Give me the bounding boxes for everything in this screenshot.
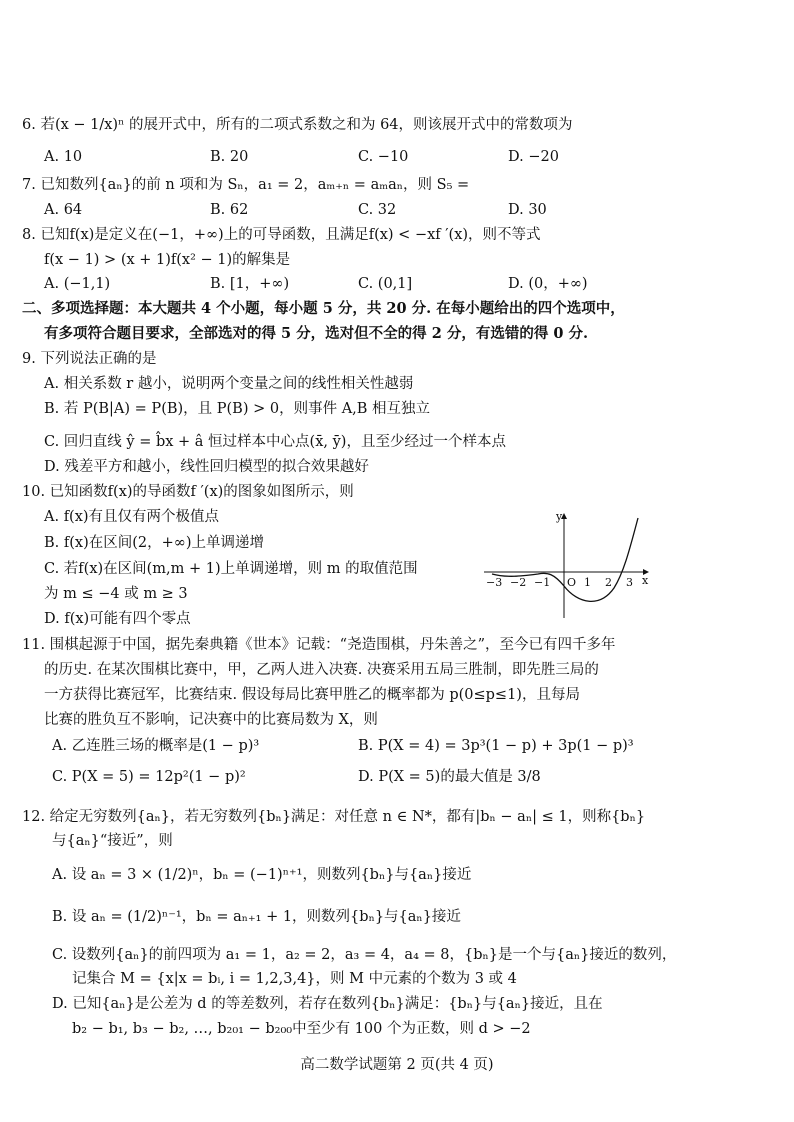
q6-option-c: C. −10 [358,149,409,165]
q8-option-b: B. [1，+∞) [210,276,290,292]
q6-option-d: D. −20 [508,149,559,165]
q12-stem-line2: 与{aₙ}“接近”，则 [52,833,173,849]
tick-label-3: 3 [626,576,633,589]
tick-label-1: 1 [584,576,591,589]
q12-option-a: A. 设 aₙ = 3 × (1/2)ⁿ，bₙ = (−1)ⁿ⁺¹，则数列{bₙ}与{aₙ}接近 [52,867,472,883]
q9-stem: 9. 下列说法正确的是 [22,351,157,367]
q8-stem-line1: 8. 已知f(x)是定义在(−1，+∞)上的可导函数，且满足f(x) < −xf ′(x)，则不等式 [22,227,541,243]
q6-option-a: A. 10 [44,149,83,165]
q10-option-b: B. f(x)在区间(2，+∞)上单调递增 [44,535,264,551]
q9-option-d: D. 残差平方和越小，线性回归模型的拟合效果越好 [44,459,369,475]
q7-option-c: C. 32 [358,202,397,218]
q10-option-d: D. f(x)可能有四个零点 [44,611,191,627]
q7-stem: 7. 已知数列{aₙ}的前 n 项和为 Sₙ，a₁ = 2，aₘ₊ₙ = aₘaₙ，则 S₅ = [22,177,470,193]
q7-option-a: A. 64 [44,202,83,218]
q12-option-d-cont: b₂ − b₁, b₃ − b₂, …, b₂₀₁ − b₂₀₀中至少有 100 个为正数，则 d > −2 [72,1021,531,1037]
q8-option-c: C. (0,1] [358,276,413,292]
q10-option-a: A. f(x)有且仅有两个极值点 [44,509,220,525]
q6-stem: 6. 若(x − 1/x)ⁿ 的展开式中，所有的二项式系数之和为 64，则该展开式中的常数项为 [22,117,573,133]
q10-option-c-cont: 为 m ≤ −4 或 m ≥ 3 [44,586,188,602]
q10-stem: 10. 已知函数f(x)的导函数f ′(x)的图象如图所示，则 [22,484,354,500]
derivative-graph [482,508,652,620]
section2-heading-line1: 二、多项选择题：本大题共 4 个小题，每小题 5 分，共 20 分. 在每小题给出的四个选项中， [22,300,625,317]
q11-stem-line4: 比赛的胜负互不影响，记决赛中的比赛局数为 X，则 [44,712,378,728]
q11-option-c: C. P(X = 5) = 12p²(1 − p)² [52,769,246,785]
tick-label-neg3: −3 [486,576,503,589]
q11-stem-line1: 11. 围棋起源于中国，据先秦典籍《世本》记载：“尧造围棋，丹朱善之”，至今已有四千多年 [22,637,616,653]
q9-option-c: C. 回归直线 ŷ = b̂x + â 恒过样本中心点(x̄, ȳ)，且至少经过一个样本点 [44,434,506,450]
q12-option-c-cont: 记集合 M = {x|x = bᵢ, i = 1,2,3,4}，则 M 中元素的个数为 3 或 4 [72,971,517,987]
tick-label-2: 2 [605,576,612,589]
q11-option-b: B. P(X = 4) = 3p³(1 − p) + 3p(1 − p)³ [358,738,634,754]
x-axis-label: x [642,574,649,587]
y-axis-label: y [556,510,563,523]
q11-stem-line2: 的历史. 在某次围棋比赛中，甲，乙两人进入决赛. 决赛采用五局三胜制，即先胜三局的 [44,662,599,678]
q9-option-b: B. 若 P(B|A) = P(B)，且 P(B) > 0，则事件 A,B 相互独立 [44,401,431,417]
q12-option-d: D. 已知{aₙ}是公差为 d 的等差数列，若存在数列{bₙ}满足：{bₙ}与{aₙ}接近，且在 [52,996,603,1012]
q6-option-b: B. 20 [210,149,249,165]
section2-heading-line2: 有多项符合题目要求，全部选对的得 5 分，选对但不全的得 2 分，有选错的得 0 分. [44,325,589,342]
q9-option-a: A. 相关系数 r 越小，说明两个变量之间的线性相关性越弱 [44,376,414,392]
q7-option-b: B. 62 [210,202,249,218]
q12-option-b: B. 设 aₙ = (1/2)ⁿ⁻¹，bₙ = aₙ₊₁ + 1，则数列{bₙ}与{aₙ}接近 [52,909,461,925]
tick-label-neg1: −1 [534,576,551,589]
q11-option-d: D. P(X = 5)的最大值是 3/8 [358,769,541,785]
page-footer: 高二数学试题第 2 页(共 4 页) [300,1057,494,1073]
q10-option-c: C. 若f(x)在区间(m,m + 1)上单调递增，则 m 的取值范围 [44,561,418,577]
q11-stem-line3: 一方获得比赛冠军，比赛结束. 假设每局比赛甲胜乙的概率都为 p(0≤p≤1)，且每局 [44,687,580,703]
q8-option-d: D. (0，+∞) [508,276,588,292]
q7-option-d: D. 30 [508,202,547,218]
q12-option-c: C. 设数列{aₙ}的前四项为 a₁ = 1，a₂ = 2，a₃ = 4，a₄ = 8，{bₙ}是一个与{aₙ}接近的数列， [52,947,677,963]
origin-label: O [567,576,577,589]
q12-stem-line1: 12. 给定无穷数列{aₙ}，若无穷数列{bₙ}满足：对任意 n ∈ N*，都有|bₙ − aₙ| ≤ 1，则称{bₙ} [22,809,646,825]
q8-stem-line2: f(x − 1) > (x + 1)f(x² − 1)的解集是 [44,252,291,268]
q8-option-a: A. (−1,1) [44,276,111,292]
q11-option-a: A. 乙连胜三场的概率是(1 − p)³ [52,738,260,754]
tick-label-neg2: −2 [510,576,527,589]
